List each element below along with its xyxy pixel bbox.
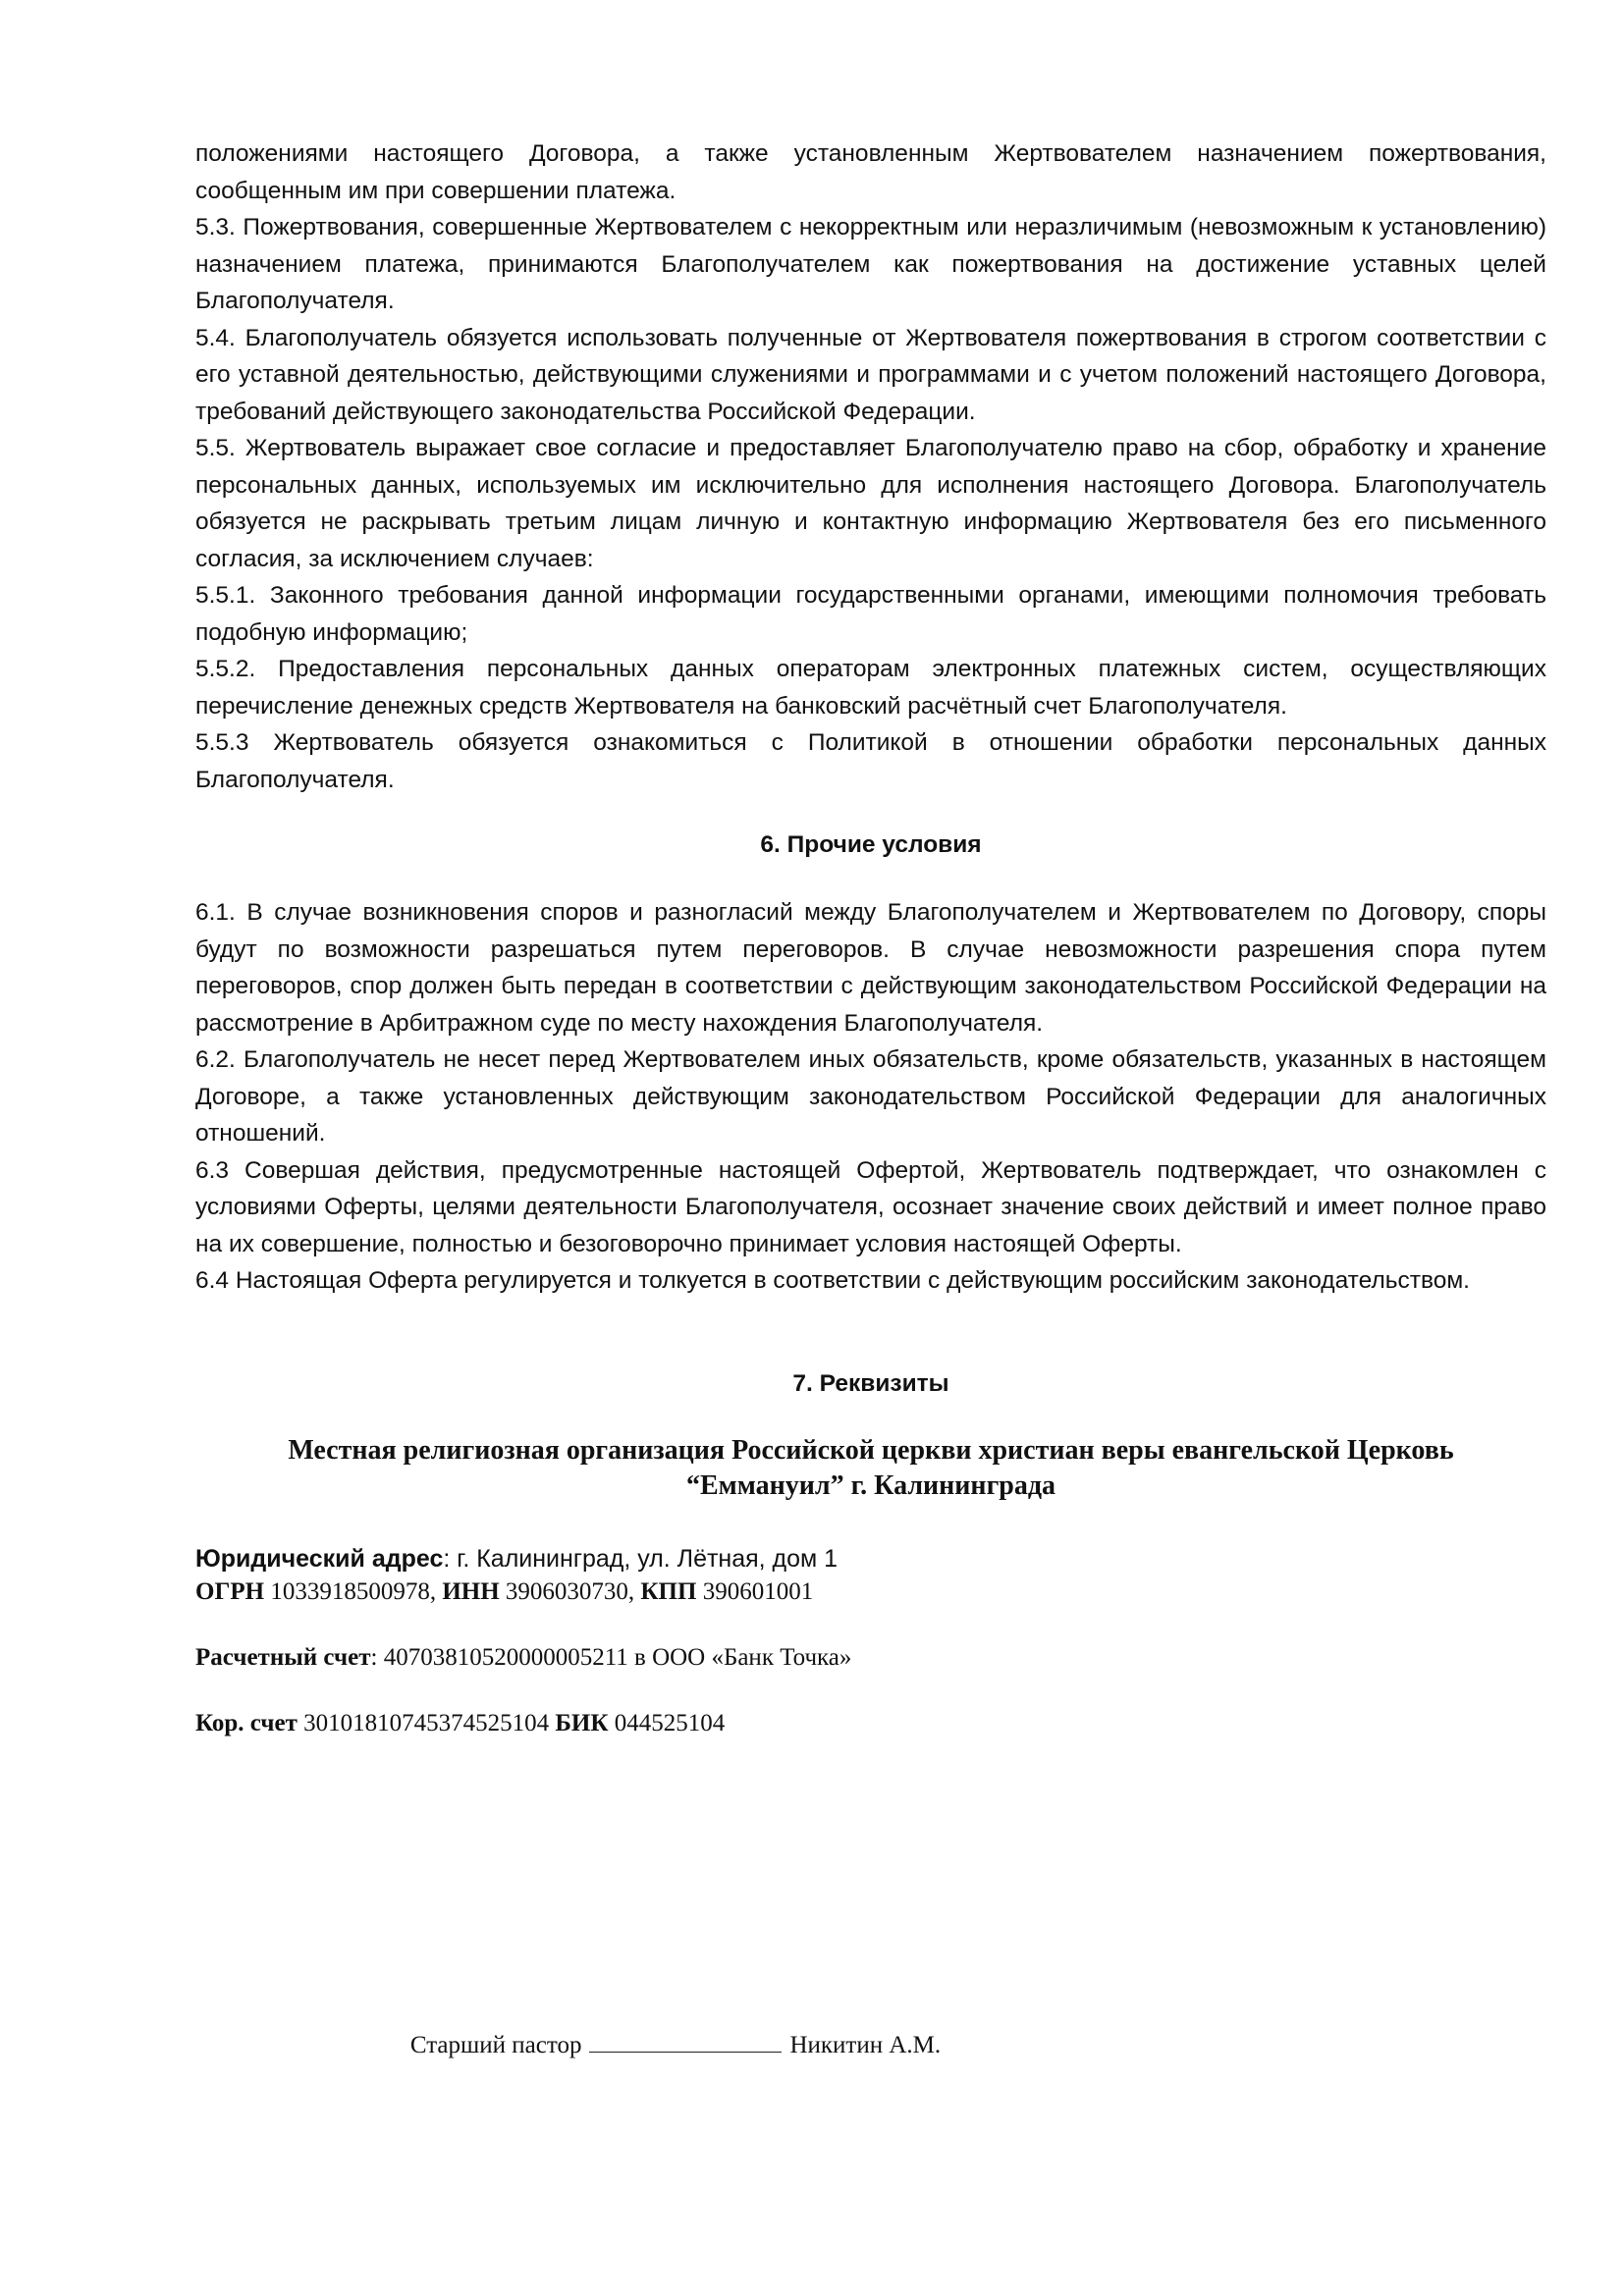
correspondent-account (195, 1707, 1546, 1739)
settlement-account-value: : 40703810520000005211 в ООО «Банк Точка» (370, 1643, 852, 1671)
signature-blank (589, 2032, 782, 2053)
clause-5-5: 5.5. Жертвователь выражает свое согласие и предоставляет Благополучателю право на сбор, обработку и хранение персональных данных, используемых им исключительно для исполнения настоящего Договора. Благополучатель обязуется не раскрывать третьим лицам личную и контактную информацию Жертвователя без его письменного согласия, за исключением случаев: (195, 435, 1546, 572)
settlement-account-label: Расчетный счет (195, 1643, 371, 1671)
clause-5-3: 5.3. Пожертвования, совершенные Жертвователем с некорректным или неразличимым (невозможным к установлению) назначением платежа, принимаются Благополучателем как пожертвования на достижение уставных целей Благополучателя. (195, 214, 1546, 314)
clause-5-2-continuation: положениями настоящего Договора, а также установленным Жертвователем назначением пожертвования, сообщенным им при совершении платежа. (195, 140, 1546, 204)
inn-value: 3906030730, (499, 1577, 641, 1605)
clause-5-5-3: 5.5.3 Жертвователь обязуется ознакомиться с Политикой в отношении обработки персональных данных Благополучателя. (195, 729, 1546, 793)
bik-label: БИК (555, 1709, 609, 1736)
section-6-heading: 6. Прочие условия (760, 831, 982, 858)
legal-address (195, 1543, 1546, 1575)
signatory-name: Никитин А.М. (789, 2032, 942, 2058)
organization-name-line-1: Местная религиозная организация Российской церкви христиан веры евангельской Церковь (288, 1434, 1454, 1466)
inn-label: ИНН (442, 1577, 500, 1605)
clause-6-3: 6.3 Совершая действия, предусмотренные настоящей Офертой, Жертвователь подтверждает, что ознакомлен с условиями Оферты, целями деятельности Благополучателя, осознает значение своих действий и имеет полное право на их совершение, полностью и безоговорочно принимает условия настоящей Оферты. (195, 1156, 1546, 1257)
registration-numbers (195, 1575, 1546, 1608)
section-7-heading: 7. Реквизиты (792, 1369, 949, 1397)
legal-address-value: : г. Калининград, ул. Лётная, дом 1 (443, 1544, 839, 1573)
clause-6-1: 6.1. В случае возникновения споров и разногласий между Благополучателем и Жертвователем по Договору, споры будут по возможности разрешаться путем переговоров. В случае невозможности разрешения спора путем переговоров, спор должен быть передан в соответствии с действующим законодательством Российской Федерации на рассмотрение в Арбитражном суде по месту нахождения Благополучателя. (195, 899, 1546, 1037)
signatory-role: Старший пастор (409, 2032, 582, 2058)
clause-5-4: 5.4. Благополучатель обязуется использовать полученные от Жертвователя пожертвования в строгом соответствии с его уставной деятельностью, действующими служениями и программами и с учетом положений настоящего Договора, требований действующего законодательства Российской Федерации. (195, 324, 1546, 425)
organization-name-line-2: “Еммануил” г. Калининграда (685, 1469, 1056, 1501)
document-page (195, 135, 1546, 1739)
clause-6-2: 6.2. Благополучатель не несет перед Жертвователем иных обязательств, кроме обязательств, указанных в настоящем Договоре, а также установленных действующим законодательством Российской Федерации для аналогичных отношений. (195, 1046, 1546, 1147)
clause-5-5-1: 5.5.1. Законного требования данной информации государственными органами, имеющими полномочия требовать подобную информацию; (195, 582, 1546, 646)
ogrn-value: 1033918500978, (264, 1577, 443, 1605)
kpp-value: 390601001 (696, 1577, 814, 1605)
clause-6-4: 6.4 Настоящая Оферта регулируется и толкуется в соответствии с действующим российским законодательством. (195, 1267, 1470, 1294)
kpp-label: КПП (640, 1577, 697, 1605)
correspondent-account-label: Кор. счет (195, 1709, 298, 1736)
legal-address-label: Юридический адрес (195, 1544, 444, 1573)
ogrn-label: ОГРН (195, 1577, 265, 1605)
settlement-account (195, 1641, 1546, 1674)
clause-5-5-2: 5.5.2. Предоставления персональных данных операторам электронных платежных систем, осуществляющих перечисление денежных средств Жертвователя на банковский расчётный счет Благополучателя. (195, 656, 1546, 720)
signature-line (0, 2032, 1351, 2059)
bik-value: 044525104 (608, 1709, 726, 1736)
correspondent-account-value: 30101810745374525104 (297, 1709, 556, 1736)
